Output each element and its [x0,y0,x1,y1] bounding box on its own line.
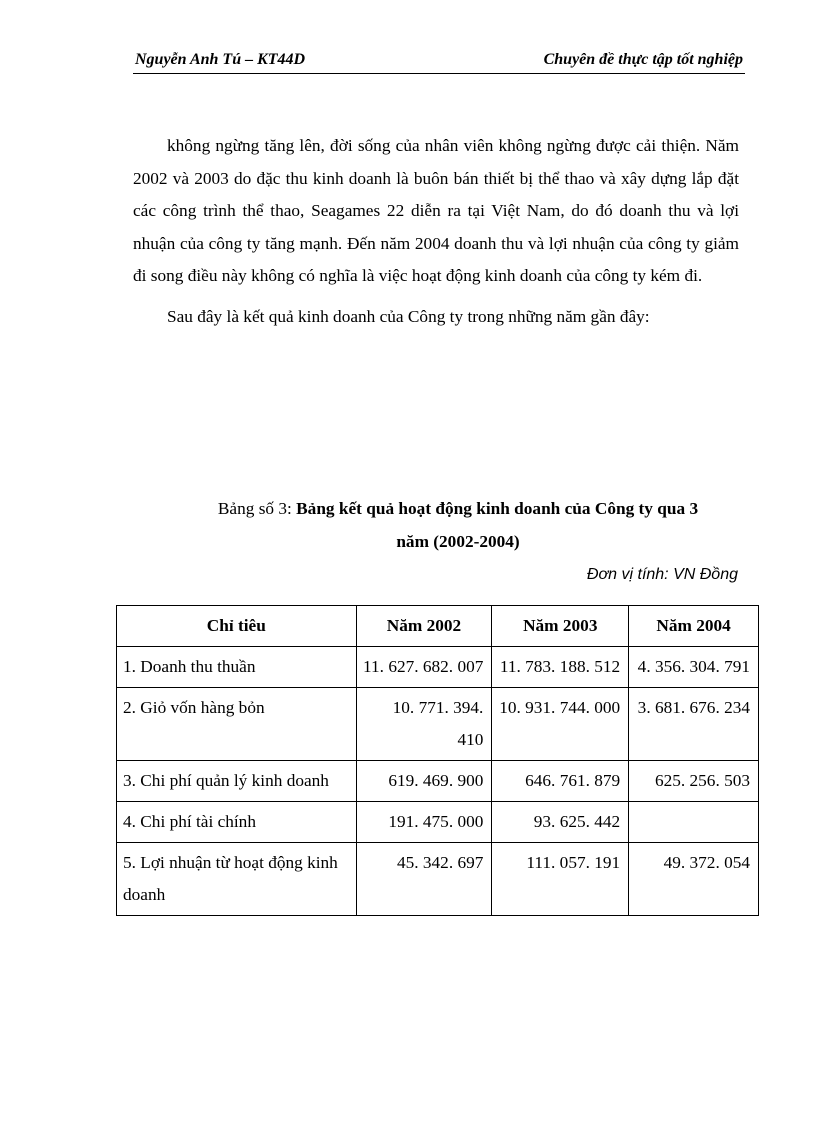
table-caption-title-line-2: năm (2002-2004) [396,532,520,551]
cell-2004: 49. 372. 054 [629,843,759,916]
paragraph-2: Sau đây là kết quả kinh doanh của Công ty trong những năm gần đây: [167,306,650,326]
cell-2004: 625. 256. 503 [629,761,759,802]
row-label: 4. Chi phí tài chính [117,802,357,843]
cell-2004 [629,802,759,843]
body-text [133,130,739,334]
table-row [117,802,759,843]
cell-2003: 646. 761. 879 [492,761,629,802]
cell-2003: 11. 783. 188. 512 [492,647,629,688]
header-document-title: Chuyên đề thực tập tốt nghiệp [543,51,743,68]
row-label: 2. Giỏ vốn hàng bỏn [117,688,357,761]
cell-2002: 619. 469. 900 [356,761,492,802]
header-year-2002: Năm 2002 [356,606,492,647]
header-year-2004: Năm 2004 [629,606,759,647]
cell-2004: 4. 356. 304. 791 [629,647,759,688]
header-author: Nguyễn Anh Tú – KT44D [135,51,306,68]
table-row [117,843,759,916]
cell-2002: 191. 475. 000 [356,802,492,843]
results-table [116,605,759,916]
table-row [117,761,759,802]
table-caption [133,492,783,558]
cell-2003: 93. 625. 442 [492,802,629,843]
page-header [133,49,745,74]
table-row [117,647,759,688]
cell-2002: 11. 627. 682. 007 [356,647,492,688]
table-caption-title-line-1: Bảng kết quả hoạt động kinh doanh của Công ty qua 3 [296,499,699,518]
table-row [117,688,759,761]
cell-2003: 10. 931. 744. 000 [492,688,629,761]
header-year-2003: Năm 2003 [492,606,629,647]
header-indicator: Chỉ tiêu [117,606,357,647]
table-caption-prefix: Bảng số 3: [217,499,297,518]
cell-2004: 3. 681. 676. 234 [629,688,759,761]
row-label: 1. Doanh thu thuần [117,647,357,688]
unit-note: Đơn vị tính: VN Đồng [586,566,738,583]
cell-2002: 10. 771. 394. 410 [356,688,492,761]
table-header-row [117,606,759,647]
cell-2003: 111. 057. 191 [492,843,629,916]
paragraph-1: không ngừng tăng lên, đời sống của nhân viên không ngừng được cải thiện. Năm 2002 và 2003 do đặc thu kinh doanh là buôn bán thiết bị thể thao và xây dựng lắp đặt các công trình thể thao, Seagames 22 diễn ra tại Việt Nam, do đó doanh thu và lợi nhuận của công ty tăng mạnh. Đến năm 2004 doanh thu và lợi nhuận của công ty giảm đi song điều này không có nghĩa là việc hoạt động kinh doanh của công ty kém đi. [133,136,739,286]
row-label: 5. Lợi nhuận từ hoạt động kinh doanh [117,843,357,916]
row-label: 3. Chi phí quản lý kinh doanh [117,761,357,802]
cell-2002: 45. 342. 697 [356,843,492,916]
